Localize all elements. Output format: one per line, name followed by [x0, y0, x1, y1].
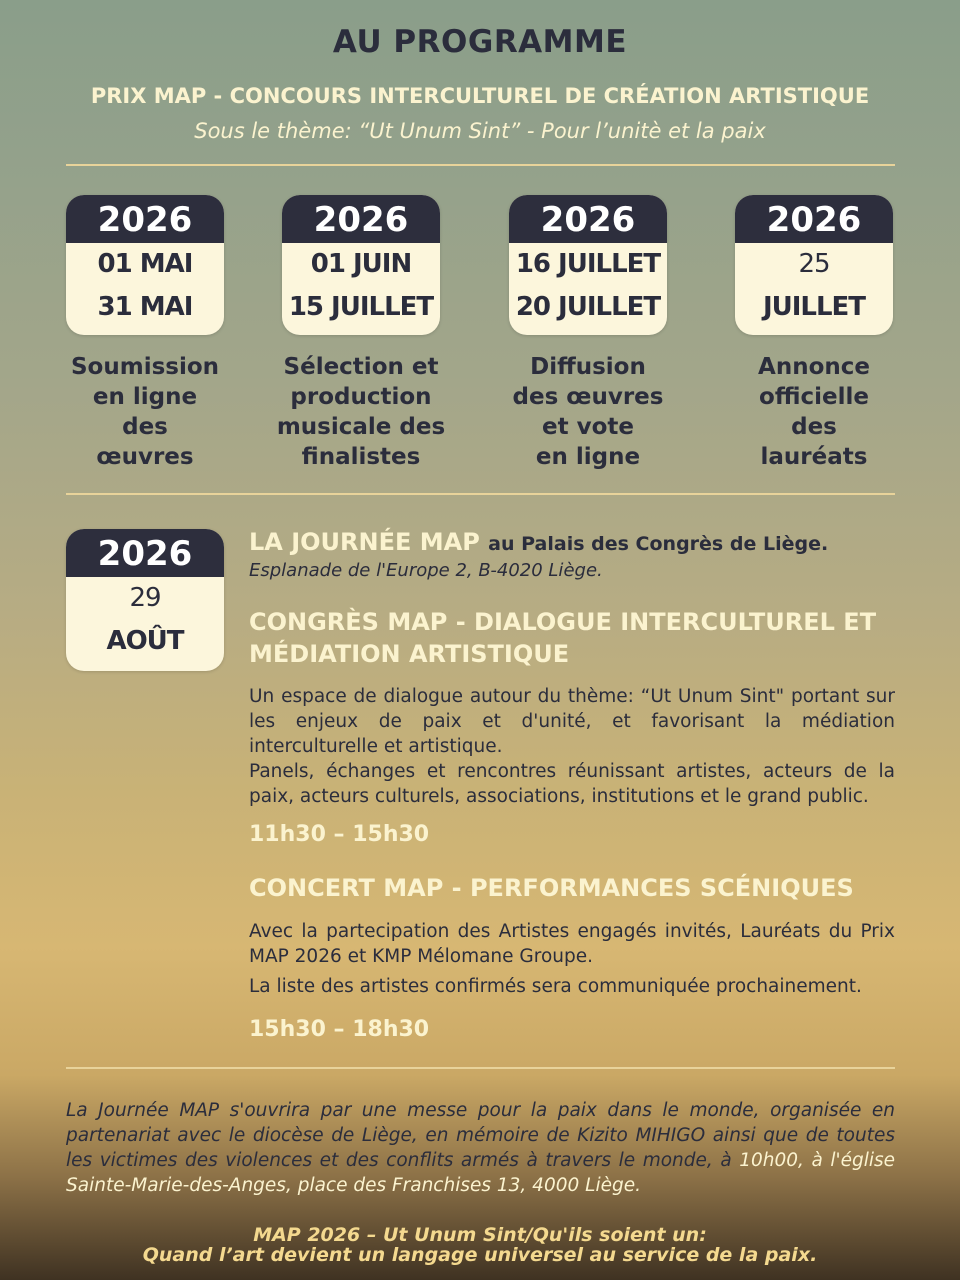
step-description-announcement: [719, 352, 909, 472]
mass-note-text: La Journée MAP s'ouvrira par une messe pour la paix dans le monde, organisée en partenariat avec le diocèse de Liège, en mémoire de Kizito MIHIGO ainsi que de toutes les victimes des violences et des conflits armés à travers le monde, à: [66, 1100, 895, 1171]
concert-title: CONCERT MAP - PERFORMANCES SCÉNIQUES: [249, 874, 854, 902]
card-year: 2026: [509, 195, 667, 243]
step-description-diffusion: [493, 352, 683, 472]
desc-line: en ligne: [92, 384, 198, 410]
footer-motto: [0, 1225, 960, 1265]
concert-artists-note: La liste des artistes confirmés sera communiquée prochainement.: [249, 976, 862, 997]
desc-line: Annonce: [758, 354, 870, 380]
desc-line: des: [791, 414, 837, 440]
card-end-date: 20 JUILLET: [515, 292, 661, 322]
step-description-selection: [266, 352, 456, 472]
journee-location: au Palais des Congrès de Liège.: [488, 533, 829, 555]
journee-address: Esplanade de l'Europe 2, B-4020 Liège.: [249, 560, 603, 581]
date-card-announcement: [735, 195, 893, 335]
divider: [66, 164, 895, 166]
card-year: 2026: [66, 529, 224, 577]
desc-line: œuvres: [96, 444, 194, 470]
divider: [66, 493, 895, 495]
desc-line: production: [290, 384, 432, 410]
desc-line: finalistes: [301, 444, 421, 470]
page-title: AU PROGRAMME: [332, 24, 628, 60]
card-day: 25: [798, 249, 830, 279]
desc-line: officielle: [759, 384, 869, 410]
card-year: 2026: [66, 195, 224, 243]
page-theme: Sous le thème: “Ut Unum Sint” - Pour l’unitè et la paix: [194, 119, 766, 143]
desc-line: et vote: [542, 414, 634, 440]
card-year: 2026: [282, 195, 440, 243]
card-year: 2026: [735, 195, 893, 243]
date-card-selection: [282, 195, 440, 335]
desc-line: des œuvres: [512, 384, 664, 410]
card-end-date: 31 MAI: [97, 292, 193, 322]
desc-line: lauréats: [760, 444, 868, 470]
card-start-date: 16 JUILLET: [515, 249, 661, 279]
congres-description: Un espace de dialogue autour du thème: “Ut Unum Sint" portant sur les enjeux de paix et d'unité, et favorisant la médiation interculturelle et artistique.: [249, 686, 895, 757]
card-end-date: 15 JUILLET: [288, 292, 434, 322]
card-month: AOÛT: [106, 626, 184, 656]
mass-note: [66, 1098, 895, 1198]
desc-line: Sélection et: [283, 354, 439, 380]
congres-title-line: MÉDIATION ARTISTIQUE: [249, 640, 570, 668]
congres-title: [249, 606, 876, 670]
mass-note-time-place: 10h00, à l'église Sainte-Marie-des-Anges, place des Franchises 13, 4000 Liège.: [66, 1150, 896, 1196]
congres-time: 11h30 – 15h30: [249, 822, 430, 847]
date-card-submission: [66, 195, 224, 335]
card-day: 29: [129, 583, 161, 613]
journee-heading: [249, 528, 828, 556]
step-description-submission: [50, 352, 240, 472]
desc-line: Diffusion: [530, 354, 646, 380]
journee-title: LA JOURNÉE MAP: [249, 528, 480, 556]
footer-line: MAP 2026 – Ut Unum Sint/Qu'ils soient un:: [253, 1224, 707, 1246]
congres-title-line: CONGRÈS MAP - DIALOGUE INTERCULTUREL ET: [249, 608, 877, 636]
congres-panels: Panels, échanges et rencontres réunissant artistes, acteurs de la paix, acteurs culturels, associations, institutions et le grand public.: [249, 761, 895, 807]
concert-time: 15h30 – 18h30: [249, 1017, 430, 1042]
date-card-diffusion: [509, 195, 667, 335]
desc-line: des: [122, 414, 168, 440]
desc-line: musicale des: [276, 414, 446, 440]
card-month: JUILLET: [762, 292, 866, 322]
card-start-date: 01 JUIN: [310, 249, 412, 279]
concert-description: Avec la partecipation des Artistes engagés invités, Lauréats du Prix MAP 2026 et KMP Mélomane Groupe.: [249, 921, 895, 967]
footer-line: Quand l’art devient un langage universel au service de la paix.: [142, 1244, 818, 1266]
card-start-date: 01 MAI: [97, 249, 193, 279]
divider: [66, 1067, 895, 1069]
page-subtitle: PRIX MAP - CONCOURS INTERCULTUREL DE CRÉATION ARTISTIQUE: [90, 84, 870, 108]
desc-line: Soumission: [70, 354, 220, 380]
desc-line: en ligne: [535, 444, 641, 470]
event-date-card: [66, 529, 224, 671]
